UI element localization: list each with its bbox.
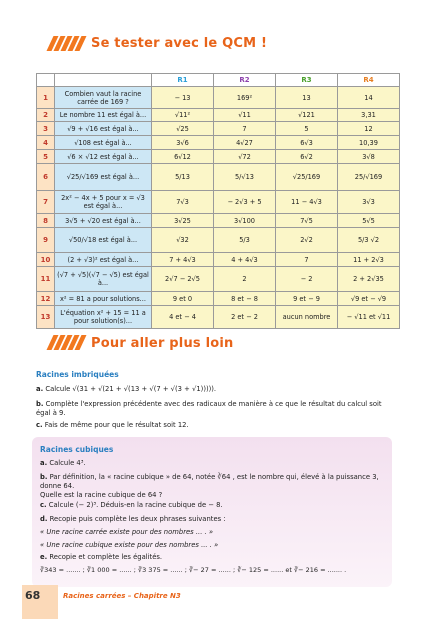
- answer-r2: 4√27: [214, 136, 276, 150]
- qcm-row: [37, 136, 400, 150]
- answer-r3: 6√2: [276, 150, 338, 164]
- answer-r2: 7: [214, 122, 276, 136]
- question-text: 3√5 + √20 est égal à...: [55, 214, 152, 228]
- qcm-row: [37, 164, 400, 191]
- qcm-row: [37, 228, 400, 253]
- answer-r4: 5√5: [338, 214, 400, 228]
- qcm-row: [37, 191, 400, 214]
- answer-r3: 6√3: [276, 136, 338, 150]
- qcm-row: [37, 267, 400, 292]
- answer-r4: 3,31: [338, 109, 400, 122]
- answer-r4: 3√8: [338, 150, 400, 164]
- answer-r3: √25/169: [276, 164, 338, 191]
- cube-c: c. Calcule (− 2)³. Déduis-en la racine cubique de − 8.: [40, 501, 223, 509]
- answer-r1: 3√6: [152, 136, 214, 150]
- header-r3: R3: [276, 74, 338, 87]
- question-number: 1: [37, 87, 55, 109]
- header-r4: R4: [338, 74, 400, 87]
- qcm-row: [37, 122, 400, 136]
- subsection-cube-roots: Racines cubiques: [40, 445, 114, 454]
- cube-e-equalities: ∛343 = ....... ; ∛1 000 = ...... ; ∛3 375 = ...... ; ∛− 27 = ...... ; ∛− 125 = ...... et ∛− 216 = ....... .: [40, 566, 347, 574]
- decor-stripes-2: [50, 335, 83, 350]
- question-text: √6 × √12 est égal à...: [55, 150, 152, 164]
- answer-r1: 4 et − 4: [152, 306, 214, 329]
- question-text: Le nombre 11 est égal à...: [55, 109, 152, 122]
- answer-r3: aucun nombre: [276, 306, 338, 329]
- answer-r2: √72: [214, 150, 276, 164]
- question-number: 11: [37, 267, 55, 292]
- question-text: 2x² − 4x + 5 pour x = √3 est égal à...: [55, 191, 152, 214]
- answer-r4: 12: [338, 122, 400, 136]
- page-number: 68: [25, 589, 41, 602]
- qcm-table: [36, 73, 400, 329]
- cube-d-sentence-1: « Une racine carrée existe pour des nombres ... . »: [40, 528, 214, 536]
- answer-r4: 3√3: [338, 191, 400, 214]
- question-text: L'équation x² + 15 = 11 a pour solution(s)...: [55, 306, 152, 329]
- question-text: x² = 81 a pour solutions...: [55, 292, 152, 306]
- qcm-title: Se tester avec le QCM !: [91, 36, 268, 51]
- answer-r3: 2√2: [276, 228, 338, 253]
- answer-r1: 5/13: [152, 164, 214, 191]
- qcm-row: [37, 87, 400, 109]
- question-number: 5: [37, 150, 55, 164]
- question-number: 3: [37, 122, 55, 136]
- qcm-row: [37, 292, 400, 306]
- answer-r1: 7√3: [152, 191, 214, 214]
- nested-a: a. Calcule √(31 + √(21 + √(13 + √(7 + √(3 + √1))))).: [36, 385, 217, 393]
- answer-r4: 5/3 √2: [338, 228, 400, 253]
- answer-r4: − √11 et √11: [338, 306, 400, 329]
- answer-r1: − 13: [152, 87, 214, 109]
- decor-stripes-1: [50, 36, 83, 51]
- question-number: 12: [37, 292, 55, 306]
- question-number: 4: [37, 136, 55, 150]
- question-text: (2 + √3)² est égal à...: [55, 253, 152, 267]
- answer-r4: 25/√169: [338, 164, 400, 191]
- chapter-footer: Racines carrées – Chapitre N3: [63, 592, 181, 600]
- subsection-nested-roots: Racines imbriquées: [36, 370, 119, 379]
- question-number: 9: [37, 228, 55, 253]
- question-text: Combien vaut la racine carrée de 169 ?: [55, 87, 152, 109]
- answer-r3: √121: [276, 109, 338, 122]
- cube-e: e. Recopie et complète les égalités.: [40, 553, 163, 561]
- question-text: √9 + √16 est égal à...: [55, 122, 152, 136]
- answer-r2: √11: [214, 109, 276, 122]
- answer-r1: 6√12: [152, 150, 214, 164]
- answer-r4: 10,39: [338, 136, 400, 150]
- answer-r3: 5: [276, 122, 338, 136]
- answer-r3: 7: [276, 253, 338, 267]
- answer-r2: 2: [214, 267, 276, 292]
- header-r1: R1: [152, 74, 214, 87]
- answer-r3: 7√5: [276, 214, 338, 228]
- answer-r1: 7 + 4√3: [152, 253, 214, 267]
- answer-r2: 5/3: [214, 228, 276, 253]
- cube-d: d. Recopie puis complète les deux phrases suivantes :: [40, 515, 226, 523]
- qcm-row: [37, 253, 400, 267]
- question-text: √25/√169 est égal à...: [55, 164, 152, 191]
- answer-r1: √11²: [152, 109, 214, 122]
- section2-title: Pour aller plus loin: [91, 336, 234, 351]
- qcm-row: [37, 306, 400, 329]
- answer-r3: 11 − 4√3: [276, 191, 338, 214]
- answer-r1: √25: [152, 122, 214, 136]
- nested-c: c. Fais de même pour que le résultat soit 12.: [36, 421, 189, 429]
- nested-b: b. Complète l'expression précédente avec des radicaux de manière à ce que le résultat du calcul soit égal à 9.: [36, 400, 382, 417]
- qcm-row: [37, 109, 400, 122]
- answer-r2: 4 + 4√3: [214, 253, 276, 267]
- answer-r2: 3√100: [214, 214, 276, 228]
- question-number: 6: [37, 164, 55, 191]
- answer-r2: − 2√3 + 5: [214, 191, 276, 214]
- answer-r2: 5/√13: [214, 164, 276, 191]
- question-number: 10: [37, 253, 55, 267]
- answer-r1: √32: [152, 228, 214, 253]
- answer-r2: 8 et − 8: [214, 292, 276, 306]
- question-text: (√7 + √5)(√7 − √5) est égal à...: [55, 267, 152, 292]
- cube-b: b. Par définition, la « racine cubique » de 64, notée ∛64 , est le nombre qui, élevé à la puissance 3, donne 64. Quelle est la racine cubique de 64 ?: [40, 473, 379, 499]
- question-text: √108 est égal à...: [55, 136, 152, 150]
- answer-r2: 169²: [214, 87, 276, 109]
- answer-r1: 3√25: [152, 214, 214, 228]
- question-text: √50/√18 est égal à...: [55, 228, 152, 253]
- answer-r2: 2 et − 2: [214, 306, 276, 329]
- answer-r3: − 2: [276, 267, 338, 292]
- cube-d-sentence-2: « Une racine cubique existe pour des nombres ... . »: [40, 541, 219, 549]
- qcm-row: [37, 150, 400, 164]
- answer-r4: 14: [338, 87, 400, 109]
- header-r2: R2: [214, 74, 276, 87]
- answer-r3: 9 et − 9: [276, 292, 338, 306]
- question-number: 7: [37, 191, 55, 214]
- question-number: 8: [37, 214, 55, 228]
- question-number: 2: [37, 109, 55, 122]
- answer-r4: 11 + 2√3: [338, 253, 400, 267]
- answer-r1: 2√7 − 2√5: [152, 267, 214, 292]
- answer-r4: 2 + 2√35: [338, 267, 400, 292]
- cube-a: a. Calcule 4³.: [40, 459, 86, 467]
- answer-r4: √9 et − √9: [338, 292, 400, 306]
- answer-r3: 13: [276, 87, 338, 109]
- qcm-row: [37, 214, 400, 228]
- answer-r1: 9 et 0: [152, 292, 214, 306]
- page-number-tab: [22, 585, 58, 619]
- question-number: 13: [37, 306, 55, 329]
